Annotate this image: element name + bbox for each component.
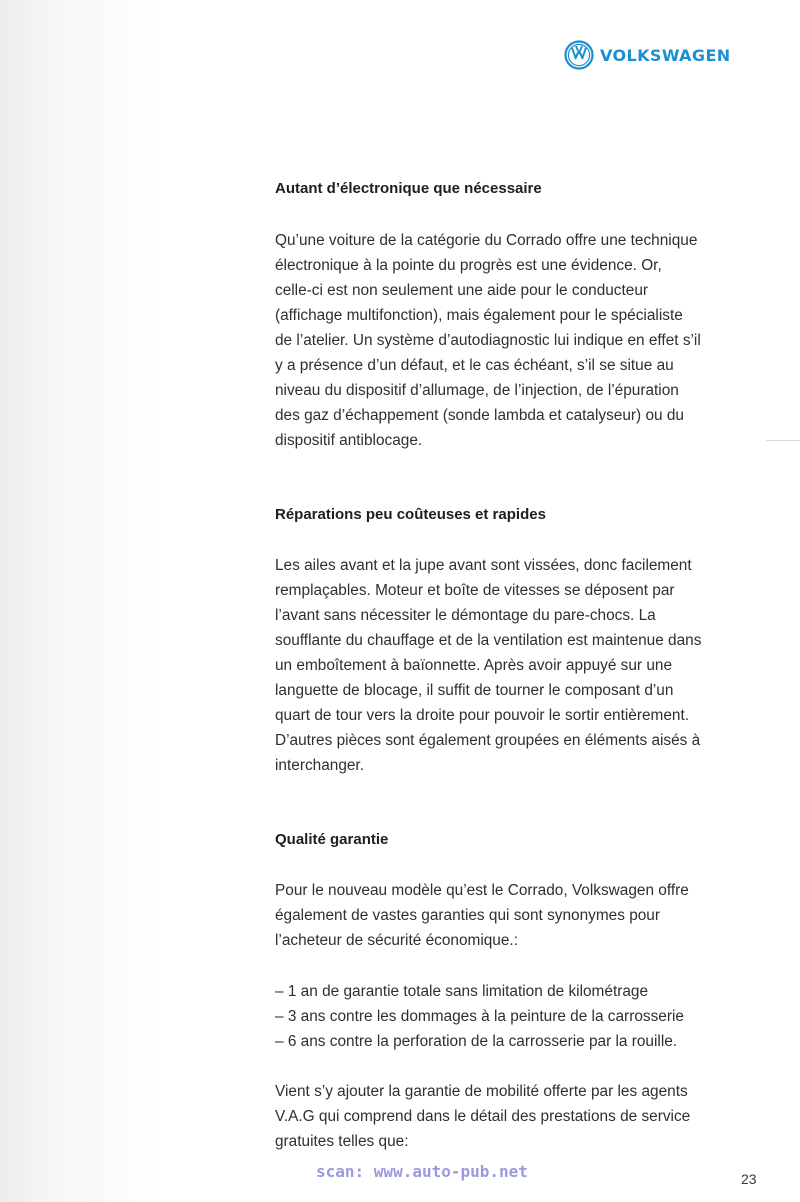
- text-line: remplaçables. Moteur et boîte de vitesses se déposent par: [275, 582, 675, 599]
- text-line: celle-ci est non seulement une aide pour le conducteur: [275, 282, 649, 299]
- text-line: dispositif antiblocage.: [275, 432, 423, 449]
- section-heading-electronics: Autant d’électronique que nécessaire: [275, 180, 542, 197]
- page-number: 23: [741, 1171, 757, 1187]
- text-line: de l’atelier. Un système d’autodiagnostic lui indique en effet s’il: [275, 332, 701, 349]
- paragraph-electronics: [275, 228, 745, 453]
- list-item: – 3 ans contre les dommages à la peinture de la carrosserie: [275, 1008, 684, 1025]
- vw-logo-icon: [564, 40, 594, 70]
- text-line: V.A.G qui comprend dans le détail des prestations de service: [275, 1108, 691, 1125]
- warranty-list: [275, 979, 745, 1054]
- list-item: – 1 an de garantie totale sans limitation de kilométrage: [275, 983, 649, 1000]
- text-line: Pour le nouveau modèle qu’est le Corrado, Volkswagen offre: [275, 882, 689, 899]
- text-line: quart de tour vers la droite pour pouvoir le sortir entièrement.: [275, 707, 690, 724]
- paragraph-repairs: [275, 553, 745, 778]
- text-line: (affichage multifonction), mais également pour le spécialiste: [275, 307, 683, 324]
- text-line: électronique à la pointe du progrès est une évidence. Or,: [275, 257, 662, 274]
- edge-rule: [766, 440, 800, 441]
- section-heading-warranty: Qualité garantie: [275, 831, 389, 848]
- text-line: également de vastes garanties qui sont synonymes pour: [275, 907, 660, 924]
- text-line: interchanger.: [275, 757, 364, 774]
- text-line: D’autres pièces sont également groupées en éléments aisés à: [275, 732, 701, 749]
- text-line: l’acheteur de sécurité économique.:: [275, 932, 518, 949]
- text-line: y a présence d’un défaut, et le cas échéant, s’il se situe au: [275, 357, 674, 374]
- scan-credit: scan: www.auto-pub.net: [316, 1162, 528, 1181]
- text-line: des gaz d’échappement (sonde lambda et catalyseur) ou du: [275, 407, 684, 424]
- text-line: un emboîtement à baïonnette. Après avoir appuyé sur une: [275, 657, 672, 674]
- text-line: soufflante du chauffage et de la ventilation est maintenue dans: [275, 632, 702, 649]
- text-line: languette de blocage, il suffit de tourner le composant d’un: [275, 682, 674, 699]
- list-item: – 6 ans contre la perforation de la carrosserie par la rouille.: [275, 1033, 678, 1050]
- text-line: Les ailes avant et la jupe avant sont vissées, donc facilement: [275, 557, 692, 574]
- text-line: Vient s’y ajouter la garantie de mobilité offerte par les agents: [275, 1083, 688, 1100]
- brand-header: [564, 40, 731, 70]
- text-line: niveau du dispositif d’allumage, de l’injection, de l’épuration: [275, 382, 679, 399]
- paragraph-warranty-intro: [275, 878, 745, 953]
- brand-name: VOLKSWAGEN: [600, 45, 731, 65]
- text-line: gratuites telles que:: [275, 1133, 409, 1150]
- text-line: l’avant sans nécessiter le démontage du pare-chocs. La: [275, 607, 656, 624]
- text-line: Qu’une voiture de la catégorie du Corrado offre une technique: [275, 232, 698, 249]
- section-heading-repairs: Réparations peu coûteuses et rapides: [275, 506, 546, 523]
- paragraph-mobility: [275, 1079, 745, 1154]
